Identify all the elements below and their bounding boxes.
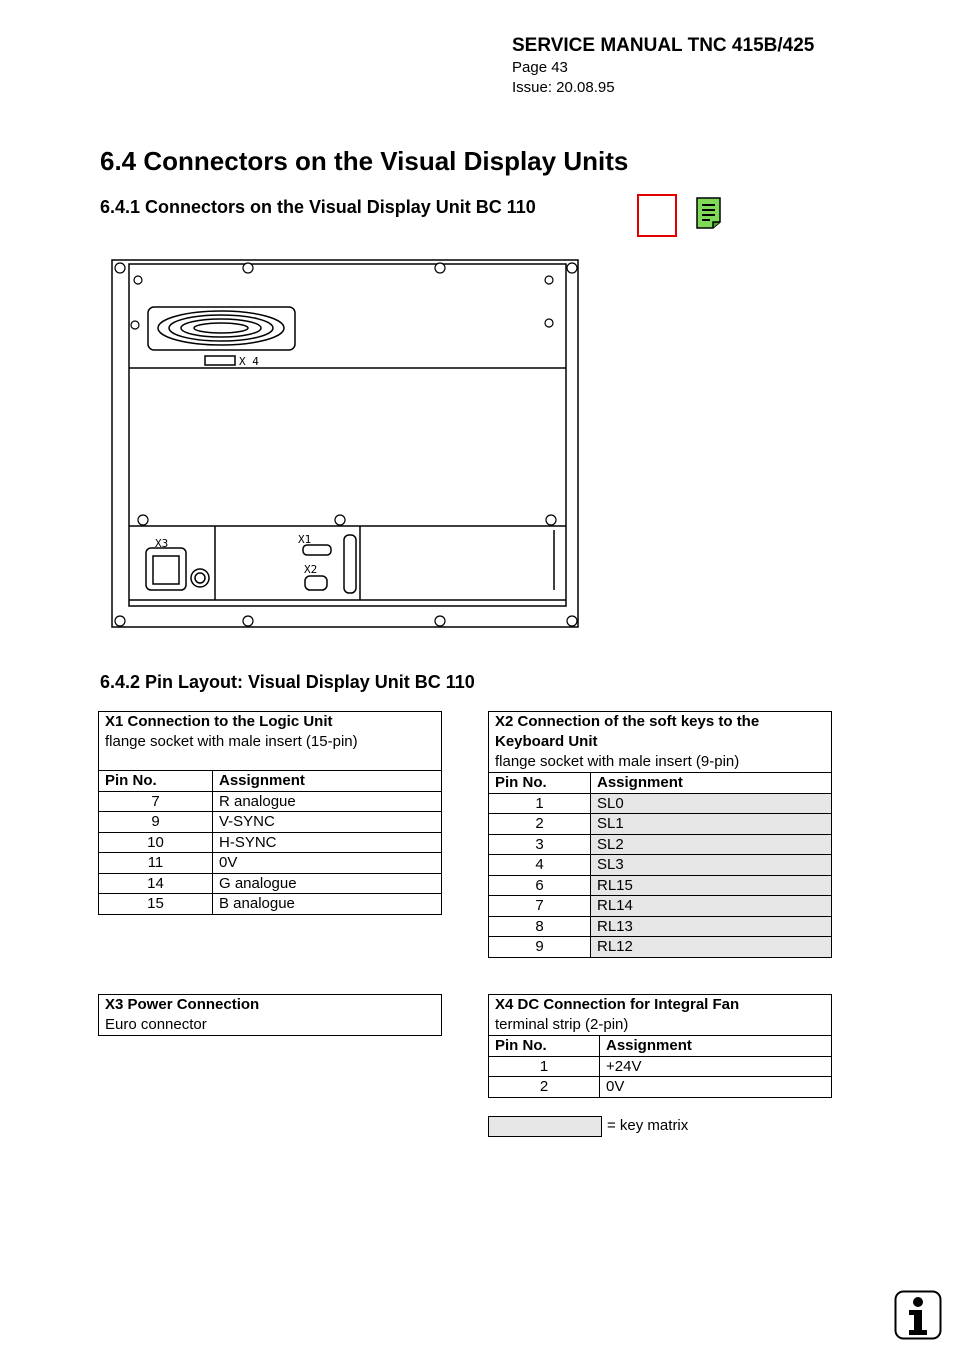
diagram-label-x3: X3 <box>155 537 169 550</box>
diagram-label-x1: X1 <box>298 533 312 546</box>
x4-pin-table <box>488 994 832 1098</box>
x4-title: X4 DC Connection for Integral Fan <box>495 996 740 1013</box>
x2-pin-table <box>488 711 832 958</box>
table-row: 7 RL14 <box>489 896 832 917</box>
x1-col-assignment: Assignment <box>213 771 442 792</box>
x1-subtitle: flange socket with male insert (15-pin) <box>105 733 358 750</box>
bc110-rear-diagram <box>108 255 583 632</box>
table-row: 10 H-SYNC <box>99 832 442 853</box>
subsection-title-connectors: 6.4.1 Connectors on the Visual Display Unit BC 110 <box>100 197 536 217</box>
table-row: 9 RL12 <box>489 937 832 958</box>
key-matrix-swatch <box>488 1116 602 1137</box>
x1-col-pin: Pin No. <box>99 771 213 792</box>
x2-subtitle: flange socket with male insert (9-pin) <box>495 753 740 770</box>
table-row: 2 0V <box>489 1077 832 1098</box>
table-row: 15 B analogue <box>99 894 442 915</box>
x4-subtitle: terminal strip (2-pin) <box>495 1016 629 1033</box>
table-row: 8 RL13 <box>489 916 832 937</box>
table-row: 14 G analogue <box>99 873 442 894</box>
x2-col-assignment: Assignment <box>591 773 832 794</box>
x4-col-pin: Pin No. <box>489 1036 600 1057</box>
table-row: 1 +24V <box>489 1056 832 1077</box>
x1-title: X1 Connection to the Logic Unit <box>105 713 333 730</box>
table-row: 4 SL3 <box>489 855 832 876</box>
manual-title: SERVICE MANUAL TNC 415B/425 <box>512 35 815 56</box>
info-icon[interactable] <box>894 1290 942 1340</box>
issue-date: Issue: 20.08.95 <box>512 79 615 96</box>
x2-title: X2 Connection of the soft keys to the Keyboard Unit <box>495 713 760 750</box>
note-icon[interactable] <box>694 196 724 230</box>
x2-col-pin: Pin No. <box>489 773 591 794</box>
table-row: 9 V-SYNC <box>99 812 442 833</box>
highlight-box[interactable] <box>637 194 677 237</box>
table-row: 1 SL0 <box>489 793 832 814</box>
table-row: 6 RL15 <box>489 875 832 896</box>
diagram-label-x2: X2 <box>304 563 318 576</box>
table-row: 2 SL1 <box>489 814 832 835</box>
x1-pin-table <box>98 711 442 915</box>
key-matrix-legend: = key matrix <box>607 1117 689 1134</box>
x3-table <box>98 994 442 1036</box>
x4-col-assignment: Assignment <box>600 1036 832 1057</box>
x3-subtitle: Euro connector <box>105 1016 207 1033</box>
table-row: 3 SL2 <box>489 834 832 855</box>
table-row: 7 R analogue <box>99 791 442 812</box>
x3-title: X3 Power Connection <box>105 996 260 1013</box>
table-row: 11 0V <box>99 853 442 874</box>
section-title: 6.4 Connectors on the Visual Display Units <box>100 146 629 176</box>
page-number: Page 43 <box>512 59 568 76</box>
subsection-title-pinlayout: 6.4.2 Pin Layout: Visual Display Unit BC 110 <box>100 672 475 692</box>
diagram-label-x4: X 4 <box>239 355 259 368</box>
